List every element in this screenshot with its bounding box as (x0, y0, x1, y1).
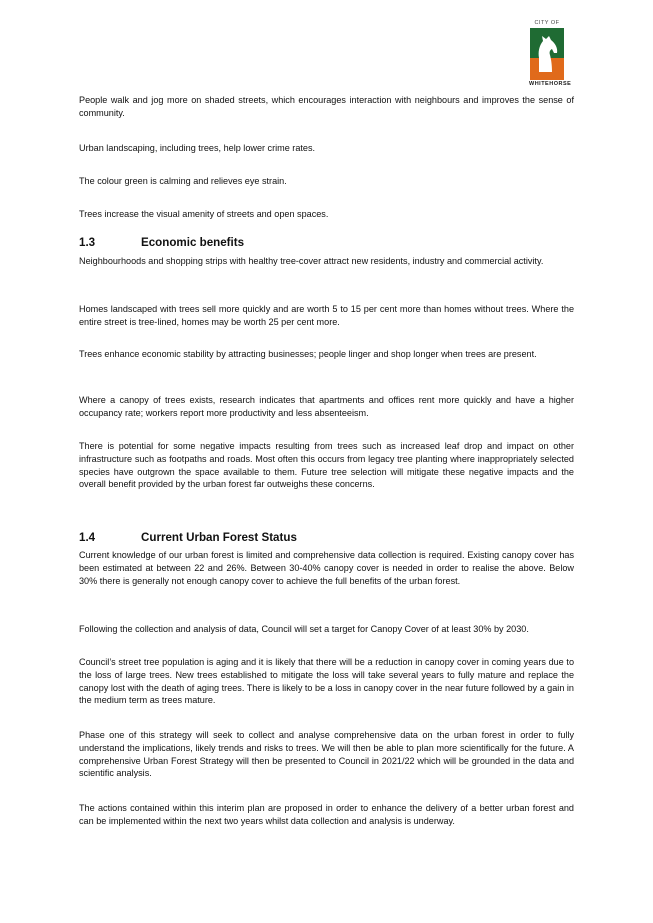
paragraph-homes-landscaped: Homes landscaped with trees sell more quickly and are worth 5 to 15 per cent more than homes without trees. Where the entire street is tree-lined, homes may be worth 25 per cent more. (79, 304, 574, 327)
paragraph-canopy-target: Following the collection and analysis of data, Council will set a target for Canopy Cover of at least 30% by 2030. (79, 624, 529, 634)
paragraph-crime-rates: Urban landscaping, including trees, help lower crime rates. (79, 143, 316, 153)
section-title: Current Urban Forest Status (141, 531, 297, 544)
logo-bottom-text: WHITEHORSE (529, 81, 572, 87)
section-heading-economic-benefits (79, 236, 574, 249)
paragraph-colour-green: The colour green is calming and relieves eye strain. (79, 176, 287, 186)
section-title: Economic benefits (141, 236, 245, 249)
paragraph-negative-impacts: There is potential for some negative impacts resulting from trees such as increased leaf drop and impact on other infrastructure such as footpaths and roads. Most often this occurs from legacy tree planting where inappropriately selected species have outgrown the space available to them. Future tree selection will mitigate these negative impacts and the overall benefit provided by the urban forest far outweighs these concerns. (79, 441, 574, 490)
section-heading-urban-forest-status (79, 531, 574, 544)
paragraph-economic-stability: Trees enhance economic stability by attracting businesses; people linger and shop longer when trees are present. (79, 349, 537, 359)
paragraph-aging-trees: Council’s street tree population is aging and it is likely that there will be a reduction in canopy cover in coming years due to the loss of large trees. New trees established to mitigate the loss will take several years to fully mature and replace the canopy lost with the death of aging trees. There is likely to be a loss in canopy cover in the near future followed by a gain in the medium term as trees mature. (79, 657, 574, 706)
paragraph-neighbourhoods: Neighbourhoods and shopping strips with healthy tree-cover attract new residents, industry and commercial activity. (79, 256, 544, 266)
paragraph-interim-actions: The actions contained within this interim plan are proposed in order to enhance the delivery of a better urban forest and can be implemented within the next two years whilst data collection and analysis is underway. (79, 803, 574, 826)
paragraph-shaded-streets: People walk and jog more on shaded streets, which encourages interaction with neighbours and improves the sense of community. (79, 95, 574, 118)
paragraph-canopy-apartments: Where a canopy of trees exists, research indicates that apartments and offices rent more quickly and have a higher occupancy rate; workers report more productivity and less absenteeism. (79, 395, 574, 418)
logo-top-text: CITY OF (534, 20, 560, 26)
paragraph-phase-one: Phase one of this strategy will seek to collect and analyse comprehensive data on the urban forest in order to fully understand the implications, likely trends and risks to trees. We will then be able to plan more scientifically for the future. A comprehensive Urban Forest Strategy will then be presented to Council in 2021/22 which will be grounded in the data and scientific analysis. (79, 730, 574, 779)
paragraph-current-knowledge: Current knowledge of our urban forest is limited and comprehensive data collection is required. Existing canopy cover has been estimated at between 22 and 26%. Between 30-40% canopy cover is needed in order to realise the above. Below 30% there is generally not enough canopy cover to achieve the full benefits of the urban forest. (79, 550, 574, 586)
white-horse-emblem-icon (530, 28, 564, 80)
city-of-whitehorse-logo (529, 20, 572, 88)
paragraph-visual-amenity: Trees increase the visual amenity of streets and open spaces. (79, 209, 329, 219)
section-number: 1.4 (79, 531, 96, 544)
section-number: 1.3 (79, 236, 96, 249)
